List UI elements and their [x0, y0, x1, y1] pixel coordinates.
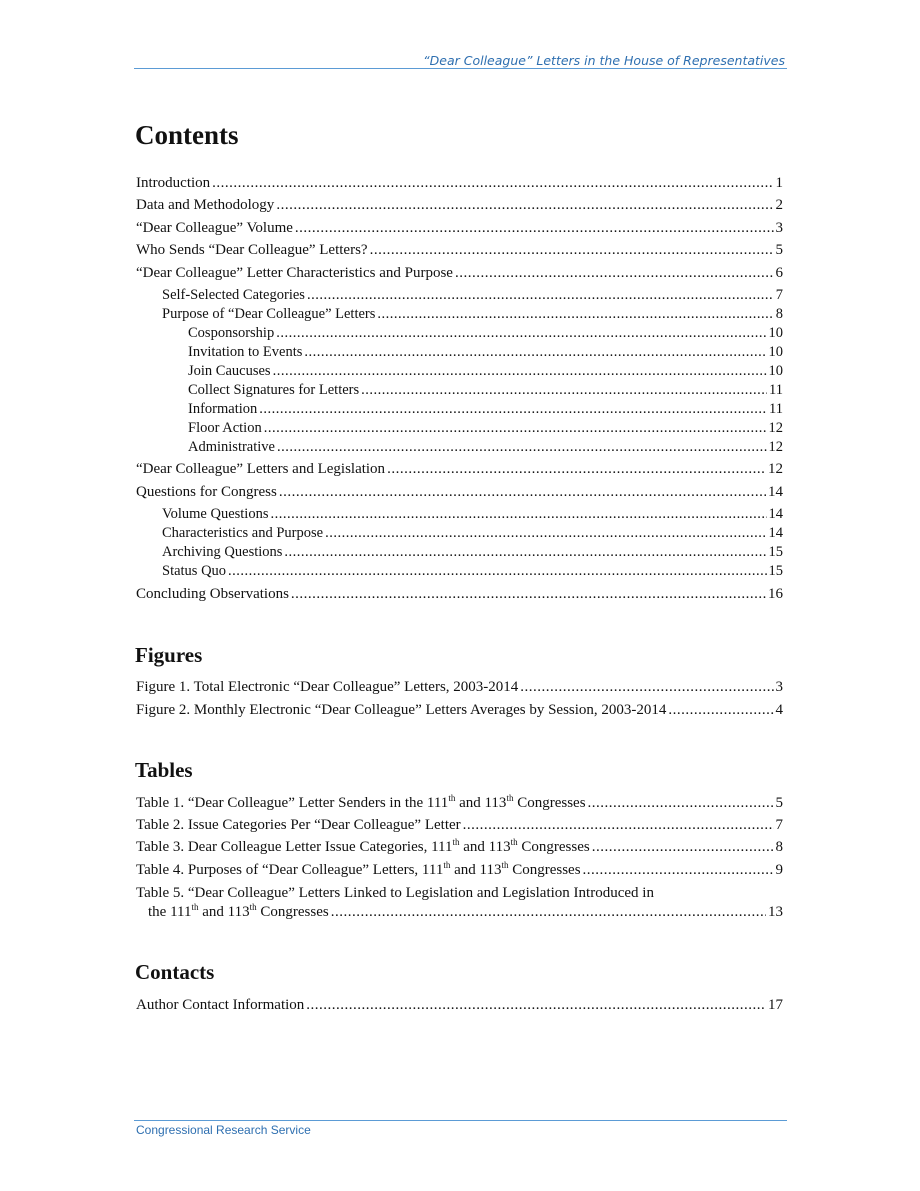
- figure-entry[interactable]: Figure 2. Monthly Electronic “Dear Colleague” Letters Averages by Session, 2003-2014 ..... 4: [136, 701, 783, 720]
- toc-entry[interactable]: Floor Action ..... 12: [188, 419, 783, 437]
- toc-entry[interactable]: Archiving Questions ..... 15: [162, 543, 783, 561]
- toc-entry[interactable]: “Dear Colleague” Volume ..... 3: [136, 219, 783, 238]
- figures-heading: Figures: [135, 643, 203, 667]
- toc-entry[interactable]: Status Quo ..... 15: [162, 562, 783, 580]
- header-rule: [134, 68, 787, 69]
- contact-entry[interactable]: Author Contact Information ..... 17: [136, 996, 783, 1015]
- toc-entry[interactable]: Invitation to Events ..... 10: [188, 343, 783, 361]
- footer-organization: Congressional Research Service: [136, 1123, 311, 1137]
- toc-entry[interactable]: Information ..... 11: [188, 400, 783, 418]
- tables-heading: Tables: [135, 758, 193, 782]
- table-entry[interactable]: Table 1. “Dear Colleague” Letter Senders in the 111th and 113th Congresses ..... 5: [136, 794, 783, 813]
- toc-entry[interactable]: Concluding Observations ..... 16: [136, 585, 783, 604]
- toc-entry[interactable]: Questions for Congress ..... 14: [136, 483, 783, 502]
- toc-entry[interactable]: “Dear Colleague” Letter Characteristics and Purpose ..... 6: [136, 264, 783, 283]
- figure-entry[interactable]: Figure 1. Total Electronic “Dear Colleague” Letters, 2003-2014 ..... 3: [136, 678, 783, 697]
- table-entry[interactable]: Table 3. Dear Colleague Letter Issue Categories, 111th and 113th Congresses ..... 8: [136, 838, 783, 857]
- toc-entry[interactable]: Data and Methodology ..... 2: [136, 196, 783, 215]
- table-entry[interactable]: the 111th and 113th Congresses ..... 13: [148, 903, 783, 922]
- contents-heading: Contents: [135, 120, 239, 150]
- toc-entry[interactable]: Self-Selected Categories ..... 7: [162, 286, 783, 304]
- toc-entry[interactable]: Purpose of “Dear Colleague” Letters ..... 8: [162, 305, 783, 323]
- footer-rule: [134, 1120, 787, 1121]
- toc-entry[interactable]: Volume Questions ..... 14: [162, 505, 783, 523]
- contacts-heading: Contacts: [135, 960, 215, 984]
- toc-entry[interactable]: Characteristics and Purpose ..... 14: [162, 524, 783, 542]
- toc-entry[interactable]: Introduction ..... 1: [136, 174, 783, 193]
- toc-entry[interactable]: Join Caucuses ..... 10: [188, 362, 783, 380]
- toc-entry[interactable]: Collect Signatures for Letters ..... 11: [188, 381, 783, 399]
- toc-entry[interactable]: Administrative ..... 12: [188, 438, 783, 456]
- running-header-title: “Dear Colleague” Letters in the House of Representatives: [423, 53, 785, 68]
- toc-entry[interactable]: “Dear Colleague” Letters and Legislation ..... 12: [136, 460, 783, 479]
- table-entry[interactable]: Table 2. Issue Categories Per “Dear Colleague” Letter ..... 7: [136, 816, 783, 835]
- toc-entry[interactable]: Cosponsorship ..... 10: [188, 324, 783, 342]
- toc-entry[interactable]: Who Sends “Dear Colleague” Letters? ..... 5: [136, 241, 783, 260]
- table-entry-line1[interactable]: Table 5. “Dear Colleague” Letters Linked to Legislation and Legislation Introduced in: [136, 885, 654, 901]
- table-entry[interactable]: Table 4. Purposes of “Dear Colleague” Letters, 111th and 113th Congresses ..... 9: [136, 861, 783, 880]
